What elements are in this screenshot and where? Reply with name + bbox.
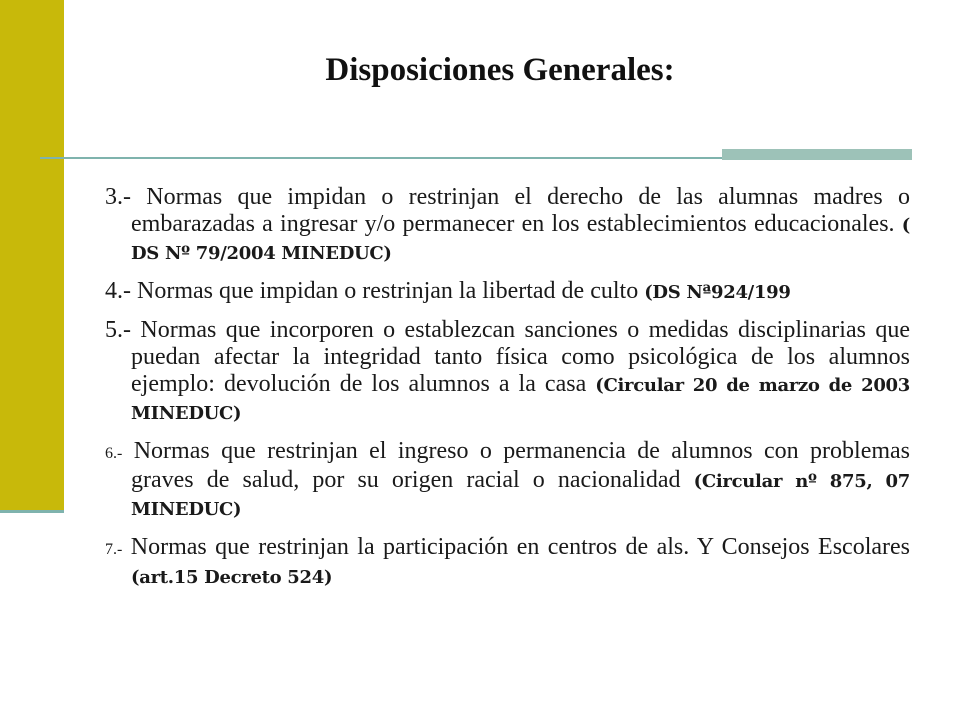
accent-bar-underline xyxy=(0,510,64,513)
item-citation: ( DS Nº 79/2004 MINEDUC) xyxy=(131,215,910,264)
item-text: Normas que impidan o restrinjan el derecho de las alumnas madres o embarazadas a ingresar y/o permanecer en los establecimientos educacionales. xyxy=(131,184,910,237)
item-citation: (Circular nº 875, 07 MINEDUC) xyxy=(131,471,910,520)
title-divider-block xyxy=(722,149,912,160)
item-number: 4.- xyxy=(105,278,131,304)
item-text: Normas que incorporen o establezcan sanciones o medidas disciplinarias que puedan afectar la integridad tanto física como psicológica de los alumnos ejemplo: devolución de los alumnos a la casa xyxy=(131,317,910,397)
item-citation: (art.15 Decreto 524) xyxy=(131,567,333,588)
item-text: Normas que impidan o restrinjan la libertad de culto xyxy=(131,278,645,304)
list-item-4 xyxy=(105,278,910,306)
item-number: 3.- xyxy=(105,184,131,210)
item-citation: (DS Nª924/199 xyxy=(644,282,791,303)
item-number: 6.- xyxy=(105,445,123,462)
slide-title: Disposiciones Generales: xyxy=(325,52,675,88)
item-citation: (Circular 20 de marzo de 2003 MINEDUC) xyxy=(131,375,910,424)
item-number: 5.- xyxy=(105,317,131,343)
list-item-7 xyxy=(105,534,910,591)
item-number: 7.- xyxy=(105,541,123,558)
list-item-3 xyxy=(105,184,910,267)
list-item-5 xyxy=(105,317,910,427)
item-text: Normas que restrinjan el ingreso o permanencia de alumnos con problemas graves de salud, por su origen racial o nacionalidad xyxy=(122,438,910,493)
item-text: Normas que restrinjan la participación en centros de als. Y Consejos Escolares xyxy=(122,534,910,560)
list-item-6 xyxy=(105,438,910,523)
provisions-list xyxy=(105,184,910,602)
